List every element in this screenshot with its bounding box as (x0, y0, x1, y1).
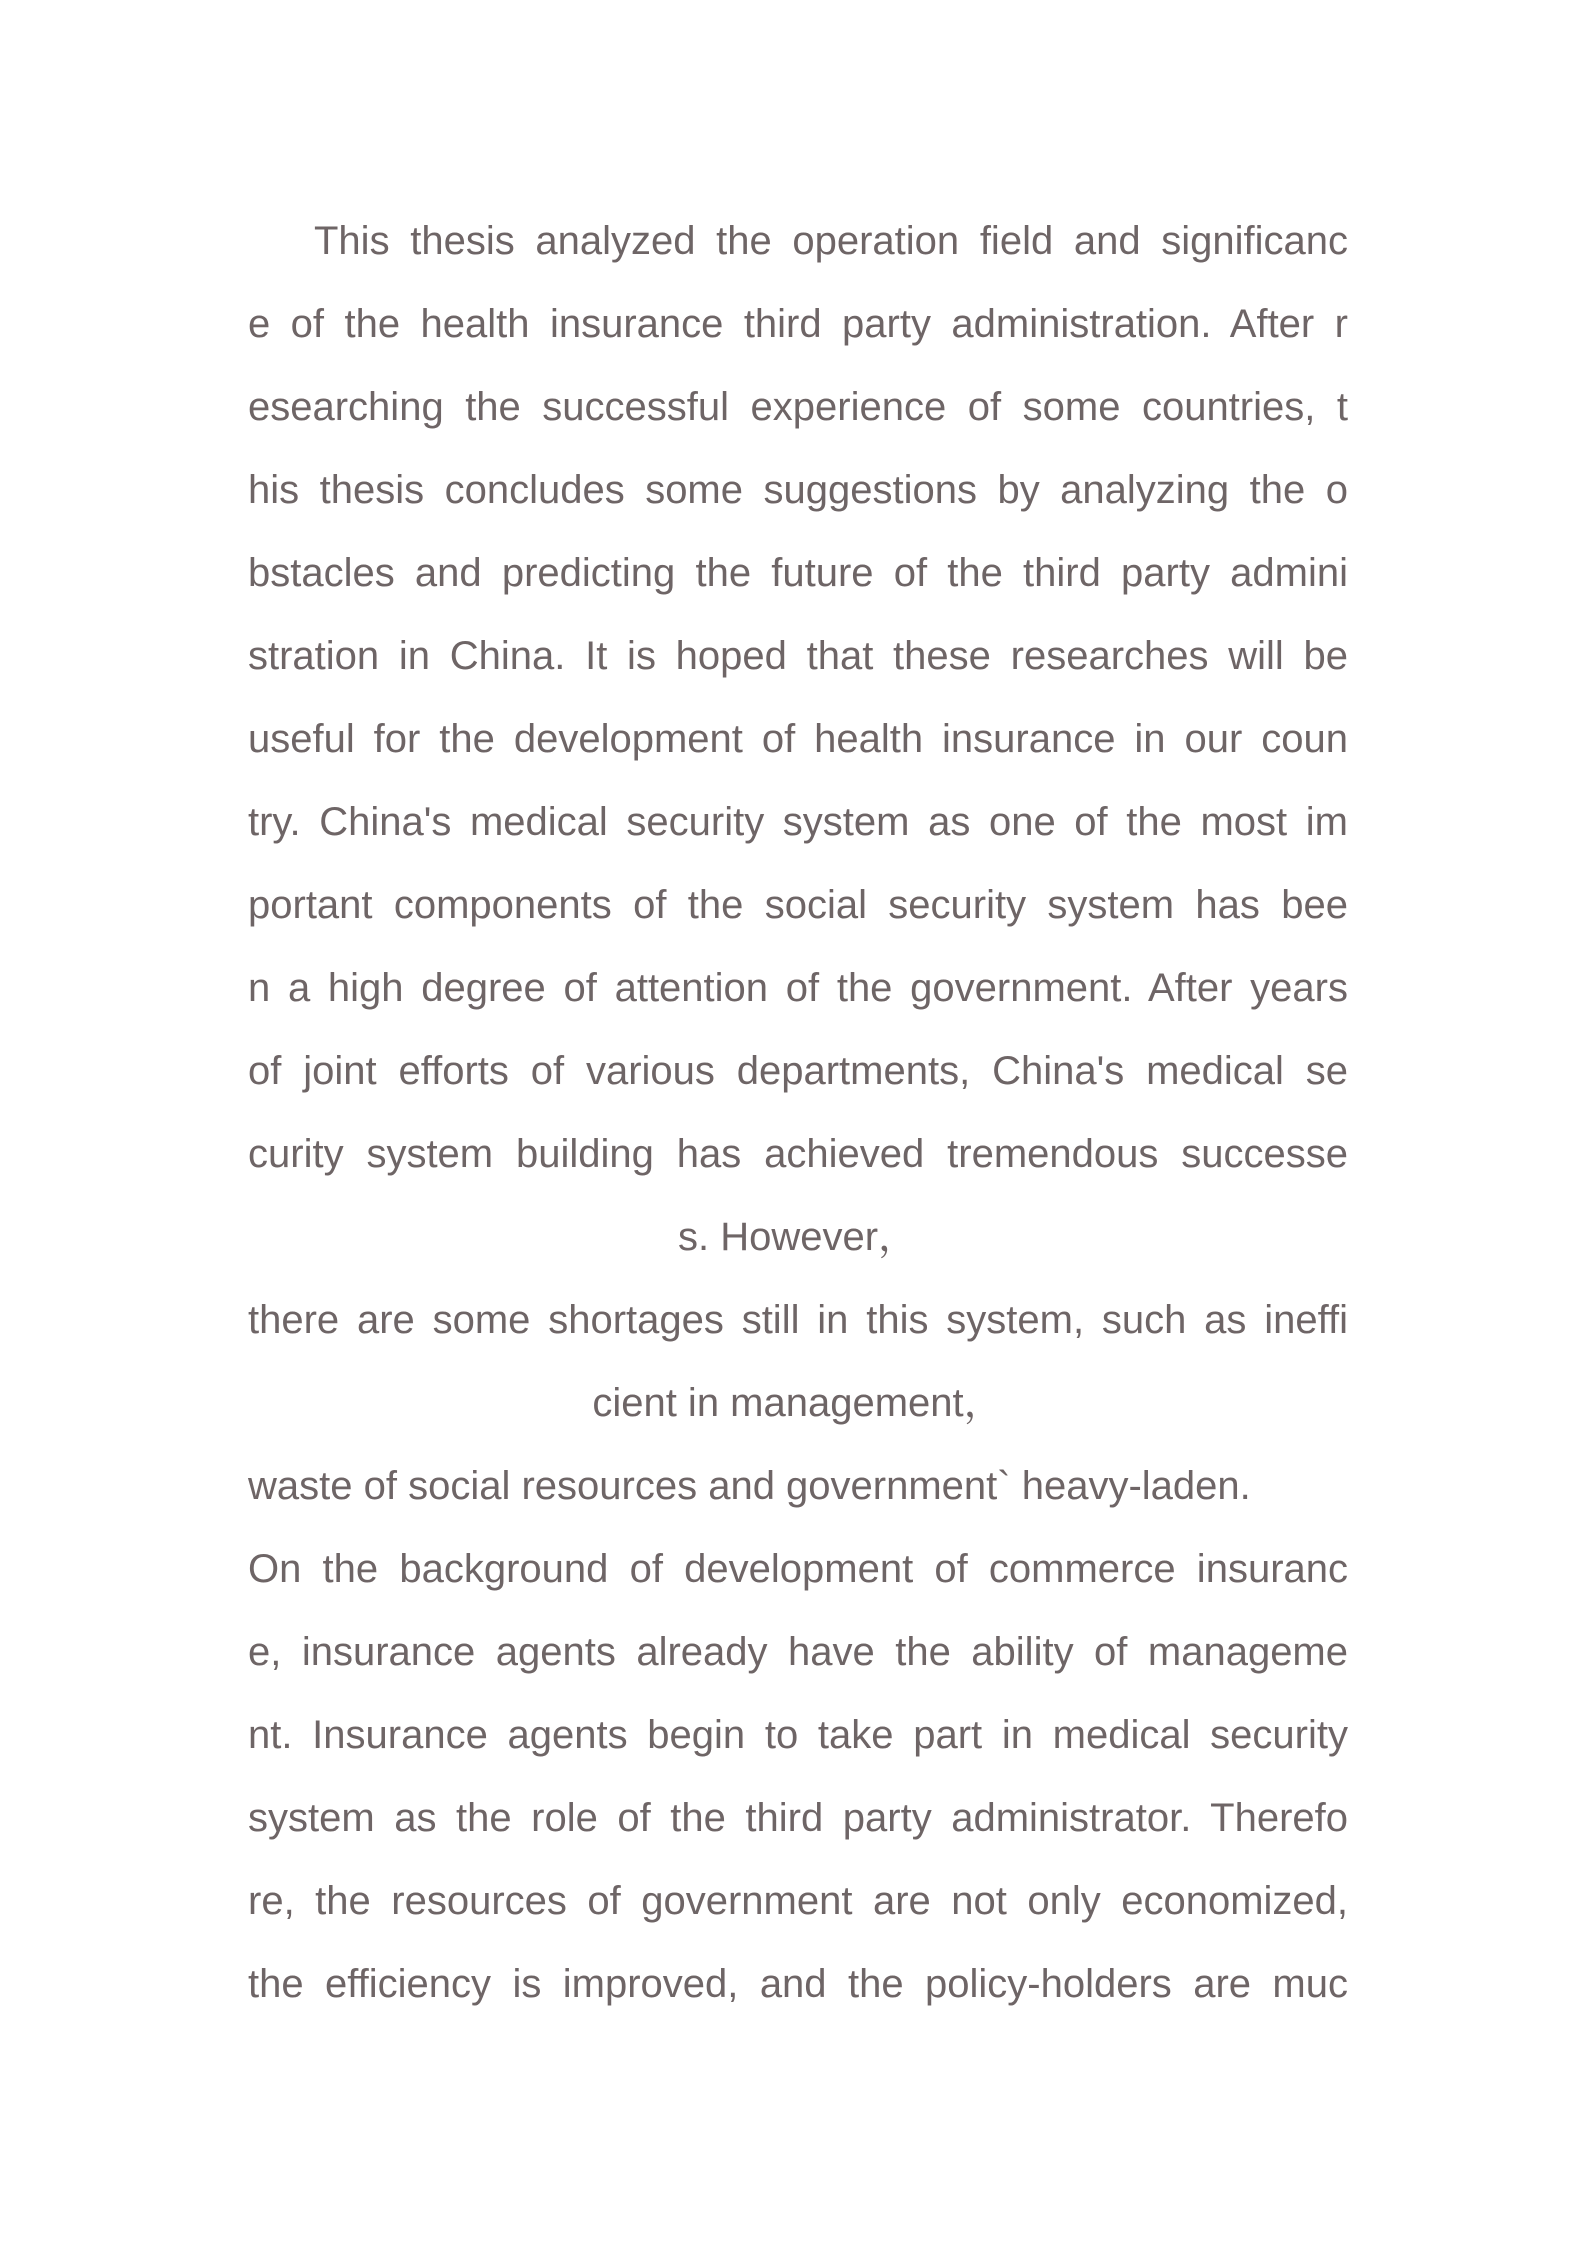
text-line: re, the resources of government are not only economized, (248, 1879, 1348, 1923)
text-line: the efficiency is improved, and the policy-holders are muc (248, 1962, 1348, 2006)
text-line: try. China's medical security system as one of the most im (248, 800, 1348, 844)
text-line: This thesis analyzed the operation field and significanc (314, 219, 1348, 263)
text-line: system as the role of the third party administrator. Therefo (248, 1796, 1348, 1840)
text-line: there are some shortages still in this system, such as ineffi (248, 1298, 1348, 1342)
text-line: e, insurance agents already have the ability of manageme (248, 1630, 1348, 1674)
text-line: nt. Insurance agents begin to take part in medical security (248, 1713, 1348, 1757)
text-line: portant components of the social security system has bee (248, 883, 1348, 927)
text-line: useful for the development of health insurance in our coun (248, 717, 1348, 761)
text-line: esearching the successful experience of some countries, t (248, 385, 1348, 429)
body-text (248, 200, 1348, 2026)
text-line: curity system building has achieved tremendous successe (248, 1132, 1348, 1176)
text-line: n a high degree of attention of the government. After years (248, 966, 1348, 1010)
text-line: cient in management， (592, 1381, 1004, 1425)
text-line: On the background of development of commerce insuranc (248, 1547, 1348, 1591)
text-line: bstacles and predicting the future of the third party admini (248, 551, 1348, 595)
text-line: his thesis concludes some suggestions by analyzing the o (248, 468, 1348, 512)
text-line: of joint efforts of various departments, China's medical se (248, 1049, 1348, 1093)
text-line: waste of social resources and government` heavy-laden. (248, 1464, 1251, 1508)
text-line: e of the health insurance third party administration. After r (248, 302, 1348, 346)
text-line: s. However， (677, 1215, 919, 1259)
text-line: stration in China. It is hoped that these researches will be (248, 634, 1348, 678)
